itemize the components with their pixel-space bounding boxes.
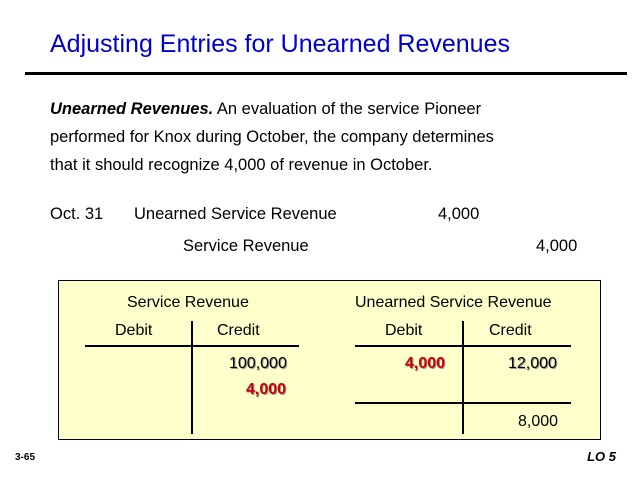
t-account-vertical-line bbox=[462, 321, 464, 434]
debit-label: Debit bbox=[385, 322, 423, 339]
debit-entry-adjustment: 4,000 bbox=[405, 355, 446, 372]
credit-label: Credit bbox=[489, 322, 532, 339]
debit-amount: 4,000 bbox=[438, 205, 480, 223]
page-number: 3-65 bbox=[15, 452, 36, 463]
credit-label: Credit bbox=[217, 322, 260, 339]
paragraph-line-1 bbox=[50, 95, 610, 123]
learning-objective: LO 5 bbox=[587, 449, 616, 464]
paragraph-line-2: performed for Knox during October, the company determines bbox=[50, 128, 494, 146]
debit-account: Unearned Service Revenue bbox=[134, 205, 337, 223]
title-divider bbox=[25, 72, 627, 75]
paragraph-line-3: that it should recognize 4,000 of revenue in October. bbox=[50, 156, 433, 174]
credit-account: Service Revenue bbox=[183, 237, 309, 255]
credit-entry-adjustment: 4,000 bbox=[246, 381, 287, 398]
paragraph-lead: Unearned Revenues. bbox=[50, 100, 214, 118]
t-account-title: Unearned Service Revenue bbox=[355, 294, 552, 311]
balance-line bbox=[355, 402, 571, 404]
credit-entry: 100,000 bbox=[229, 355, 287, 372]
ending-balance: 8,000 bbox=[518, 413, 559, 430]
explanation-paragraph bbox=[50, 95, 610, 179]
paragraph-line-1-text: An evaluation of the service Pioneer bbox=[213, 100, 482, 118]
t-accounts-panel bbox=[58, 280, 601, 440]
debit-label: Debit bbox=[115, 322, 153, 339]
t-account-title: Service Revenue bbox=[127, 294, 249, 311]
credit-amount: 4,000 bbox=[536, 237, 578, 255]
t-account-vertical-line bbox=[191, 321, 193, 434]
slide-title: Adjusting Entries for Unearned Revenues bbox=[50, 30, 510, 58]
entry-date: Oct. 31 bbox=[50, 205, 104, 223]
credit-entry: 12,000 bbox=[508, 355, 557, 372]
